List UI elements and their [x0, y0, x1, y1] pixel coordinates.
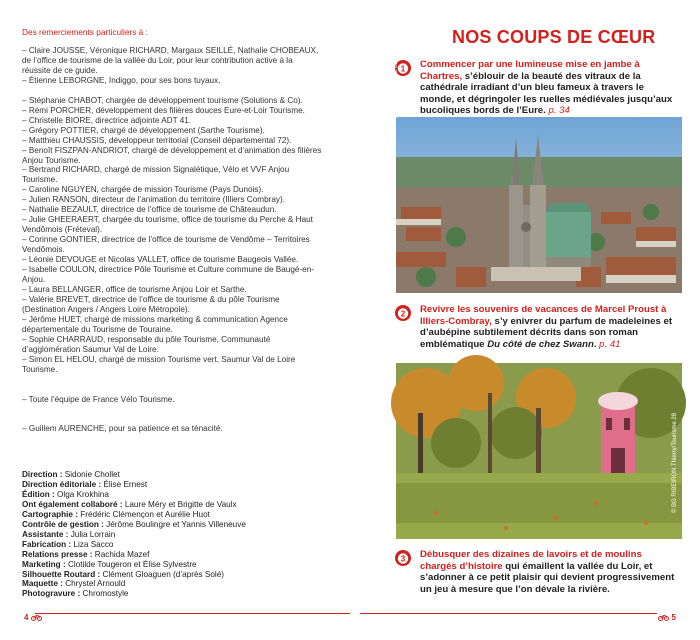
- credit-value: Élise Ernest: [101, 479, 148, 489]
- thanks-item: – Caroline NGUYEN, chargée de mission Tourisme (Pays Dunois).: [22, 185, 264, 195]
- credit-row: [22, 500, 322, 510]
- thanks-item: – Jérôme HUET, chargé de missions marketing & communication Agence départementale du Tourisme de Touraine.: [22, 314, 288, 334]
- credits-list: [22, 470, 322, 599]
- pick-1-highlight: Commencer par une lumineuse mise en jambe à Chartres,: [420, 59, 640, 82]
- credit-value: Laure Méry et Brigitte de Vaulx: [122, 499, 237, 509]
- thanks-item: – Étienne LEBORGNE, Indiggo, pour ses bons tuyaux.: [22, 75, 221, 85]
- bike-icon: [658, 614, 669, 621]
- credit-label: Ont également collaboré :: [22, 499, 123, 509]
- credit-row: [22, 480, 322, 490]
- credit-label: Direction :: [22, 470, 63, 479]
- credit-row: [22, 510, 322, 520]
- credit-value: Chrystel Arnould: [62, 579, 126, 589]
- footer-rule: [35, 613, 350, 614]
- thanks-item: – Valérie BREVET, directrice de l’office de tourisme & du pôle Tourisme (Destination Angers / Angers Loire Métropole).: [22, 294, 280, 314]
- credit-label: Fabrication :: [22, 539, 72, 549]
- credit-row: [22, 550, 322, 560]
- thanks-item: – Grégory POTTIER, chargé de développement (Sarthe Tourisme).: [22, 125, 265, 135]
- pick-2-book-title: Du côté de chez Swann: [487, 338, 594, 350]
- pick-3-text: [420, 549, 678, 595]
- pick-3: [396, 549, 678, 595]
- pick-2-highlight: Revivre les souvenirs de vacances de Marcel Proust à Illiers-Combray,: [420, 304, 667, 327]
- thanks-item: – Rémi PORCHER, développement des filières douces Eure-et-Loir Tourisme.: [22, 105, 305, 115]
- page-number-left: [24, 613, 42, 622]
- pick-3-number: 3: [400, 554, 406, 564]
- credit-row: [22, 579, 322, 589]
- credit-value: Olga Krokhina: [54, 489, 109, 499]
- thanks-item: – Léonie DEVOUGE et Nicolas VALLET, office de tourisme Baugeois Vallée.: [22, 255, 299, 265]
- credit-label: Cartographie :: [22, 509, 78, 519]
- pink-pavilion: [598, 392, 638, 473]
- bike-icon: [31, 614, 42, 621]
- thanks-item: – Stéphanie CHABOT, chargée de développement tourisme (Solutions & Co).: [22, 95, 303, 105]
- garden-pavilion-image: [396, 363, 682, 539]
- credit-label: Relations presse :: [22, 549, 93, 559]
- pick-2-body-tail: .: [593, 338, 597, 350]
- pick-3-highlight: Débusquer des dizaines de lavoirs et de moulins chargés d’histoire: [420, 549, 642, 572]
- thanks-item: – Isabelle COULON, directrice Pôle Tourisme et Culture commune de Baugé-en-Anjou.: [22, 265, 315, 284]
- thanks-item: – Sophie CHARRAUD, responsable du pôle Tourisme, Communauté d’agglomération Saumur Val de Loire.: [22, 334, 271, 354]
- credit-label: Contrôle de gestion :: [22, 519, 104, 529]
- credit-label: Édition :: [22, 489, 55, 499]
- credit-row: [22, 470, 322, 480]
- credit-value: Liza Sacco: [71, 539, 114, 549]
- thanks-item: – Corinne GONTIER, directrice de l’office de tourisme de Vendôme – Territoires Vendômois.: [22, 235, 310, 255]
- credit-value: Julia Lorrain: [68, 529, 116, 539]
- pick-1: [396, 59, 678, 117]
- pick-1-number: 1: [400, 64, 406, 74]
- pick-2: [396, 304, 678, 350]
- thanks-item: – Toute l’équipe de France Vélo Tourisme.: [22, 394, 175, 404]
- photo-credit-1: © JEAN-PIERRE LESCOURRET: [393, 26, 399, 117]
- page-number-right-value: 5: [671, 613, 676, 622]
- thanks-title: Des remerciements particuliers à :: [22, 27, 148, 37]
- credit-value: Clément Gloaguen (d’après Solé): [100, 569, 225, 579]
- pick-2-page-ref[interactable]: p. 41: [596, 338, 621, 350]
- credit-value: Chromostyle: [80, 589, 129, 599]
- credit-row: [22, 589, 322, 599]
- pick-2-text: [420, 304, 678, 350]
- pre-catelan-garden-photo: [396, 363, 682, 539]
- credit-label: Silhouette Routard :: [22, 569, 101, 579]
- pick-2-number: 2: [400, 309, 406, 319]
- thanks-item: – Guillem AURENCHE, pour sa patience et sa ténacité.: [22, 424, 223, 434]
- pick-1-page-ref[interactable]: p. 34: [545, 105, 570, 117]
- section-title: NOS COUPS DE CŒUR: [452, 27, 656, 47]
- credit-value: Frédéric Clémençon et Aurélie Huot: [77, 509, 210, 519]
- thanks-item: – Simon EL HELOU, chargé de mission Tourisme vert, Saumur Val de Loire Tourisme.: [22, 354, 296, 374]
- credit-row: [22, 570, 322, 580]
- credit-row: [22, 530, 322, 540]
- thanks-item: – Nathalie BEZAULT, directrice de l’office de tourisme de Châteaudun.: [22, 205, 277, 215]
- pick-3-body: qui émaillent la vallée du Loir, et s’adonner à ce petit plaisir qui devient progressivement un jeu à mesure que l’on dévale la rivière.: [420, 560, 675, 595]
- thanks-item: – Laura BELLANGER, office de tourisme Anjou Loir et Sarthe.: [22, 284, 247, 294]
- credit-row: [22, 540, 322, 550]
- pick-1-body: s’éblouir de la beauté des vitraux de la cathédrale irradiant d’un bleu fameux à travers le monde, et dégringoler les ruelles médiévales jusqu’aux bucoliques bords de l’Eure.: [420, 70, 673, 117]
- credit-value: Clotilde Tougeron et Élise Sylvestre: [65, 559, 197, 569]
- photo-credit-2: © BG RIBEIRON Thierry/Tourisme 28: [672, 412, 678, 513]
- thanks-item: – Bertrand RICHARD, chargé de mission Signalétique, Vélo et VVF Anjou Tourisme.: [22, 165, 290, 185]
- credit-label: Marketing :: [22, 559, 66, 569]
- thanks-item: – Julien RANSON, directeur de l’animation du territoire (Illiers Combray).: [22, 195, 286, 205]
- credit-value: Sidonie Chollet: [62, 470, 120, 479]
- credit-row: [22, 490, 322, 500]
- credit-label: Photogravure :: [22, 589, 81, 599]
- credit-label: Direction éditoriale :: [22, 479, 102, 489]
- thanks-item: – Claire JOUSSE, Véronique RICHARD, Margaux SEILLÉ, Nathalie CHOBEAUX, de l’office de tourisme de la vallée du Loir, pour leur contribution active à la réussite de ce guide.: [22, 46, 319, 75]
- page-number-right: [658, 613, 676, 622]
- credit-label: Assistante :: [22, 529, 69, 539]
- credit-label: Maquette :: [22, 579, 63, 589]
- credit-value: Rachida Mazef: [92, 549, 150, 559]
- footer-rule: [360, 613, 657, 614]
- pick-2-body: s’y enivrer du parfum de madeleines et d’aubépine subtilement décrits dans son roman emblématique: [420, 315, 673, 350]
- page-number-left-value: 4: [24, 613, 29, 622]
- thanks-item: – Matthieu CHAUSSIS, développeur territorial (Conseil départemental 72).: [22, 135, 292, 145]
- credit-value: Jérôme Boulingre et Yannis Villeneuve: [103, 519, 246, 529]
- pick-1-text: [420, 59, 678, 117]
- thanks-item: – Julie GHEERAERT, chargée du tourisme, office de tourisme du Perche & Haut Vendômois (Fréteval).: [22, 215, 313, 235]
- number-badge-icon: [394, 549, 412, 567]
- credit-row: [22, 520, 322, 530]
- thanks-item: – Benoît FISZPAN-ANDRIOT, chargé de développement et d’animation des filières Anjou Tourisme.: [22, 145, 322, 165]
- credit-row: [22, 560, 322, 570]
- number-badge-icon: [394, 304, 412, 322]
- thanks-item: – Christelle BIORE, directrice adjointe ADT 41.: [22, 115, 192, 125]
- thanks-list: [22, 46, 322, 434]
